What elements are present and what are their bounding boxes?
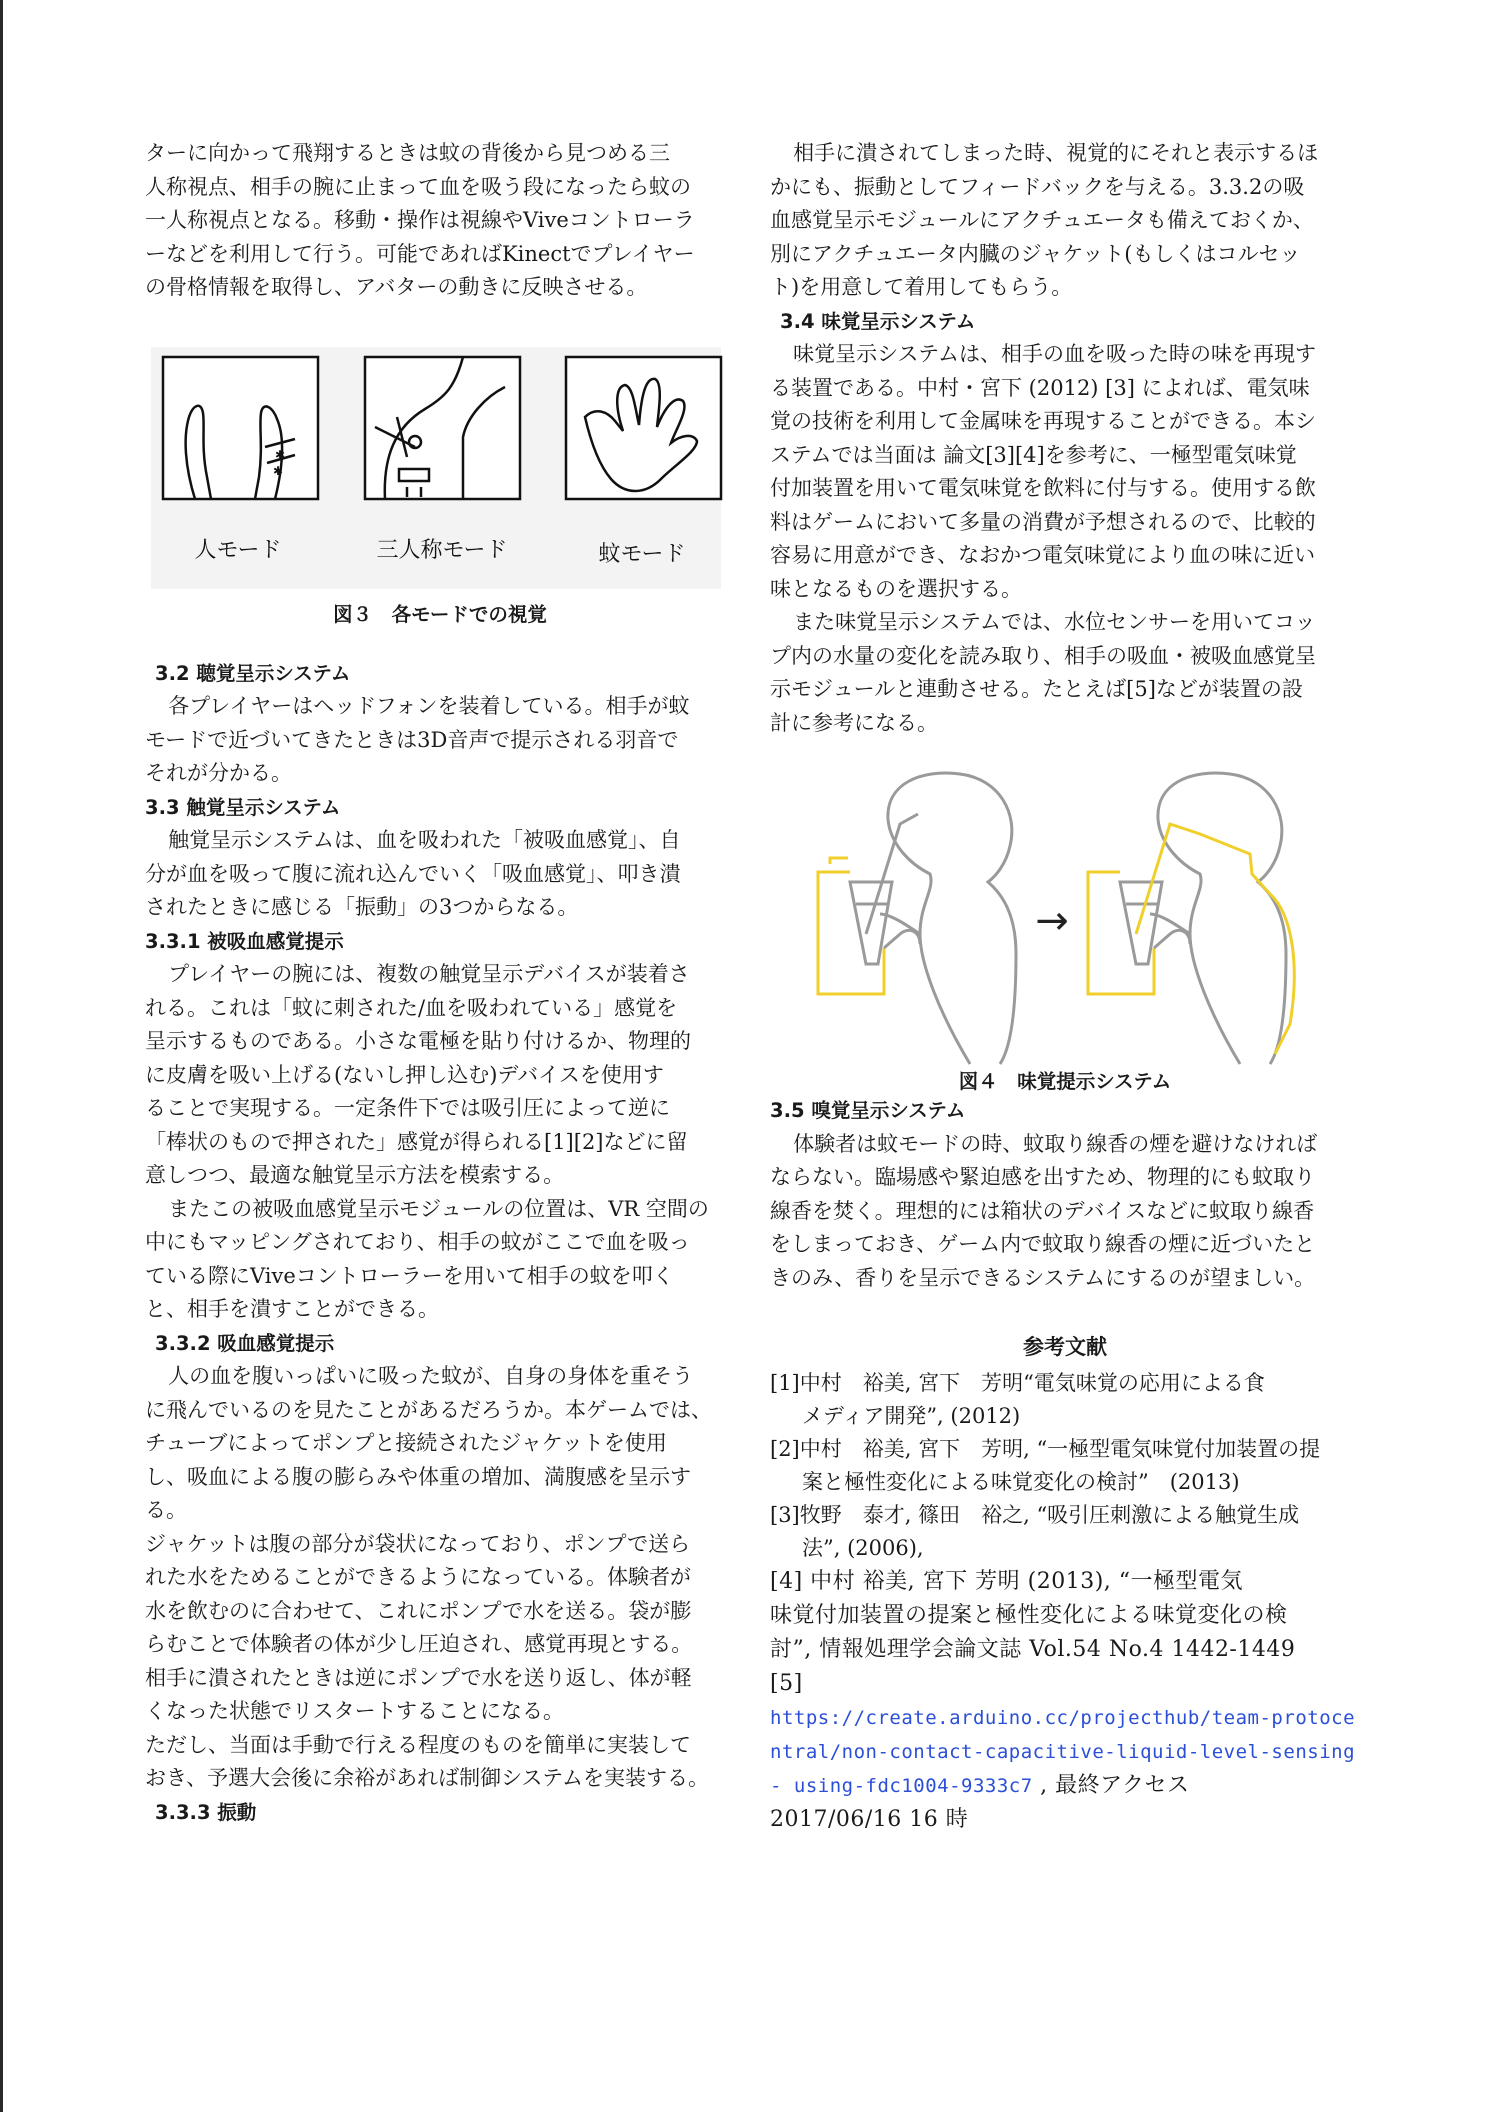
section-3-2 [145,657,735,791]
text-line: またこの被吸血感覚呈示モジュールの位置は、VR 空間の [168,1196,709,1221]
text-line: 覚の技術を利用して金属味を再現することができる。本シ [770,409,1316,433]
text-line: ーなどを利用して行う。可能であればKinectでプレイヤー [145,241,695,266]
text-line: ト)を用意して着用してもらう。 [770,275,1073,299]
intro-paragraph [145,137,735,305]
vibration-continued [770,137,1360,305]
text-line: ることで実現する。一定条件下では吸引圧によって逆に [145,1096,670,1120]
text-line: をしまっておき、ゲーム内で蚊取り線香の煙に近づいたと [770,1232,1316,1256]
reference-5-date: 2017/06/16 16 時 [770,1807,969,1832]
figure-3-label-person: 人モード [194,537,282,563]
text-line: チューブによってポンプと接続されたジャケットを使用 [145,1431,667,1455]
text-line: 付加装置を用いて電気味覚を飲料に付与する。使用する飲 [770,476,1316,500]
text-line: の骨格情報を取得し、アバターの動きに反映させる。 [145,275,648,299]
text-line: ステムでは当面は 論文[3][4]を参考に、一極型電気味覚 [770,442,1297,467]
taste-system-before [818,773,1016,1064]
section-heading: 3.3.1 被吸血感覚提示 [145,929,344,953]
person-mode-panel [163,357,318,499]
text-line: されたときに感じる「振動」の3つからなる。 [145,895,579,919]
taste-system-after [1088,773,1294,1064]
text-line: 料はゲームにおいて多量の消費が予想されるので、比較的 [770,509,1316,534]
reference-3 [770,1499,1360,1565]
text-line: 血感覚呈示モジュールにアクチュエータも備えておくか、 [770,208,1314,232]
reference-line: [3]牧野 泰才, 篠田 裕之, “吸引圧刺激による触覚生成 [770,1503,1300,1527]
text-line: 人称視点、相手の腕に止まって血を吸う段になったら蚊の [145,174,691,199]
text-line: モードで近づいてきたときは3D音声で提示される羽音で [145,727,679,752]
text-line: れる。これは「蚊に刺された/血を吸われている」感覚を [145,995,678,1020]
text-line: 各プレイヤーはヘッドフォンを装着している。相手が蚊 [168,694,690,718]
left-column [145,137,735,1829]
references [770,1331,1360,1837]
section-heading: 3.3.2 吸血感覚提示 [155,1331,335,1355]
svg-text:✱: ✱ [273,463,284,478]
text-line: に飛んでいるのを見たことがあるだろうか。本ゲームでは、 [145,1397,712,1422]
text-line: ならない。臨場感や緊迫感を出すため、物理的にも蚊取り [770,1165,1316,1189]
reference-line: メディア開発”, (2012) [802,1404,1021,1428]
text-line: 分が血を吸って腹に流れ込んでいく「吸血感覚」、叩き潰 [145,861,681,886]
reference-5 [770,1667,1360,1837]
figure-3 [145,347,735,589]
text-line: 「棒状のもので押された」感覚が得られる[1][2]などに留 [145,1129,688,1154]
reference-line: 案と極性変化による味覚変化の検討” (2013) [802,1470,1240,1494]
text-line: プレイヤーの腕には、複数の触覚呈示デバイスが装着さ [168,962,690,986]
text-line: 味覚呈示システムは、相手の血を吸った時の味を再現す [793,342,1316,366]
text-line: 体験者は蚊モードの時、蚊取り線香の煙を避けなければ [793,1131,1318,1156]
references-title: 参考文献 [1023,1335,1107,1359]
reference-5-suffix: , 最終アクセス [1032,1773,1190,1798]
text-line: し、吸血による腹の膨らみや体重の増加、満腹感を呈示す [145,1464,691,1489]
figure-4-illustration [770,764,1360,1066]
text-line: らむことで体験者の体が少し圧迫され、感覚再現とする。 [145,1632,693,1656]
text-line: くなった状態でリスタートすることになる。 [145,1699,564,1723]
figure-3-label-third-person: 三人称モード [376,537,508,563]
reference-5-link[interactable]: https://create.arduino.cc/projecthub/team-protocentral/non-contact-capacitive-liquid-level-sensing- using-fdc1004-9333c7 [770,1707,1356,1797]
text-line: 別にアクチュエータ内臓のジャケット(もしくはコルセッ [770,241,1301,266]
figure-3-label-mosquito: 蚊モード [598,541,686,567]
figure-4-arrow: → [1035,898,1069,944]
section-heading: 3.5 嗅覚呈示システム [770,1099,966,1122]
text-line: 容易に用意ができ、なおかつ電気味覚により血の味に近い [770,543,1316,567]
text-line: 人の血を腹いっぱいに吸った蚊が、自身の身体を重そう [168,1364,694,1388]
reference-line: 討”, 情報処理学会論文誌 Vol.54 No.4 1442-1449 [770,1637,1296,1662]
figure-4-caption: 図４ 味覚提示システム [958,1070,1172,1093]
text-line: 示モジュールと連動させる。たとえば[5]などが装置の設 [770,677,1303,701]
mosquito-mode-panel [566,357,721,499]
section-3-4 [770,305,1360,741]
figure-4 [770,764,1360,1066]
text-line: それが分かる。 [145,761,292,785]
reference-line: 法”, (2006), [802,1536,924,1560]
text-line: ターに向かって飛翔するときは蚊の背後から見つめる三 [145,141,670,165]
text-line: 線香を焚く。理想的には箱状のデバイスなどに蚊取り線香 [770,1198,1315,1223]
text-line: 中にもマッピングされており、相手の蚊がここで血を吸っ [145,1230,690,1254]
text-line: 一人称視点となる。移動・操作は視線やViveコントローラ [145,208,695,232]
section-3-3 [145,791,735,925]
text-line: 相手に潰されてしまった時、視覚的にそれと表示するほ [793,141,1319,165]
figure-3-caption: 図３ 各モードでの視覚 [333,602,547,626]
text-line: 計に参考になる。 [770,710,938,735]
section-heading: 3.3 触覚呈示システム [145,795,341,819]
text-line: 呈示するものである。小さな電極を貼り付けるか、物理的 [145,1029,691,1053]
text-line: おき、予選大会後に余裕があれば制御システムを実装する。 [145,1766,710,1790]
text-line: る。 [145,1498,187,1522]
text-line: 相手に潰されたときは逆にポンプで水を送り返し、体が軽 [145,1665,692,1690]
reference-line: [2]中村 裕美, 宮下 芳明, “一極型電気味覚付加装置の提 [770,1437,1321,1461]
reference-line: 味覚付加装置の提案と極性変化による味覚変化の検 [770,1603,1288,1628]
reference-4 [770,1565,1360,1667]
text-line: る装置である。中村・宮下 (2012) [3] によれば、電気味 [770,375,1310,400]
text-line: 味となるものを選択する。 [770,576,1022,601]
text-line: ている際にViveコントローラーを用いて相手の蚊を叩く [145,1263,674,1288]
section-heading: 3.4 味覚呈示システム [780,309,976,333]
third-person-mode-panel [365,357,520,499]
section-heading: 3.2 聴覚呈示システム [155,661,351,685]
text-line: また味覚呈示システムでは、水位センサーを用いてコッ [793,610,1316,634]
right-column [770,137,1360,1837]
text-line: 意しつつ、最適な触覚呈示方法を模索する。 [145,1163,565,1187]
section-3-3-1 [145,925,735,1327]
reference-line: [4] 中村 裕美, 宮下 芳明 (2013), “一極型電気 [770,1569,1244,1594]
figure-3-illustration [145,347,735,589]
section-heading-3-3-3: 3.3.3 振動 [155,1800,257,1824]
text-line: と、相手を潰すことができる。 [145,1297,439,1321]
reference-5-label: [5] [770,1671,803,1696]
reference-2 [770,1433,1360,1499]
page-left-border [0,0,3,2112]
text-line: 触覚呈示システムは、血を吸われた「被吸血感覚」、自 [168,828,681,852]
section-3-5 [770,1094,1360,1295]
reference-line: [1]中村 裕美, 宮下 芳明“電気味覚の応用による食 [770,1371,1265,1395]
text-line: きのみ、香りを呈示できるシステムにするのが望ましい。 [770,1265,1316,1290]
section-3-3-2 [145,1327,735,1796]
text-line: 水を飲むのに合わせて、これにポンプで水を送る。袋が膨 [145,1598,692,1623]
text-line: プ内の水量の変化を読み取り、相手の吸血・被吸血感覚呈 [770,643,1316,668]
text-line: かにも、振動としてフィードバックを与える。3.3.2の吸 [770,174,1305,199]
text-line: に皮膚を吸い上げる(ないし押し込む)デバイスを使用す [145,1062,664,1087]
reference-1 [770,1367,1360,1433]
text-line: ジャケットは腹の部分が袋状になっており、ポンプで送ら [145,1531,691,1556]
text-line: れた水をためることができるようになっている。体験者が [145,1565,691,1589]
text-line: ただし、当面は手動で行える程度のものを簡単に実装して [145,1732,691,1757]
svg-text:✱: ✱ [275,447,286,462]
